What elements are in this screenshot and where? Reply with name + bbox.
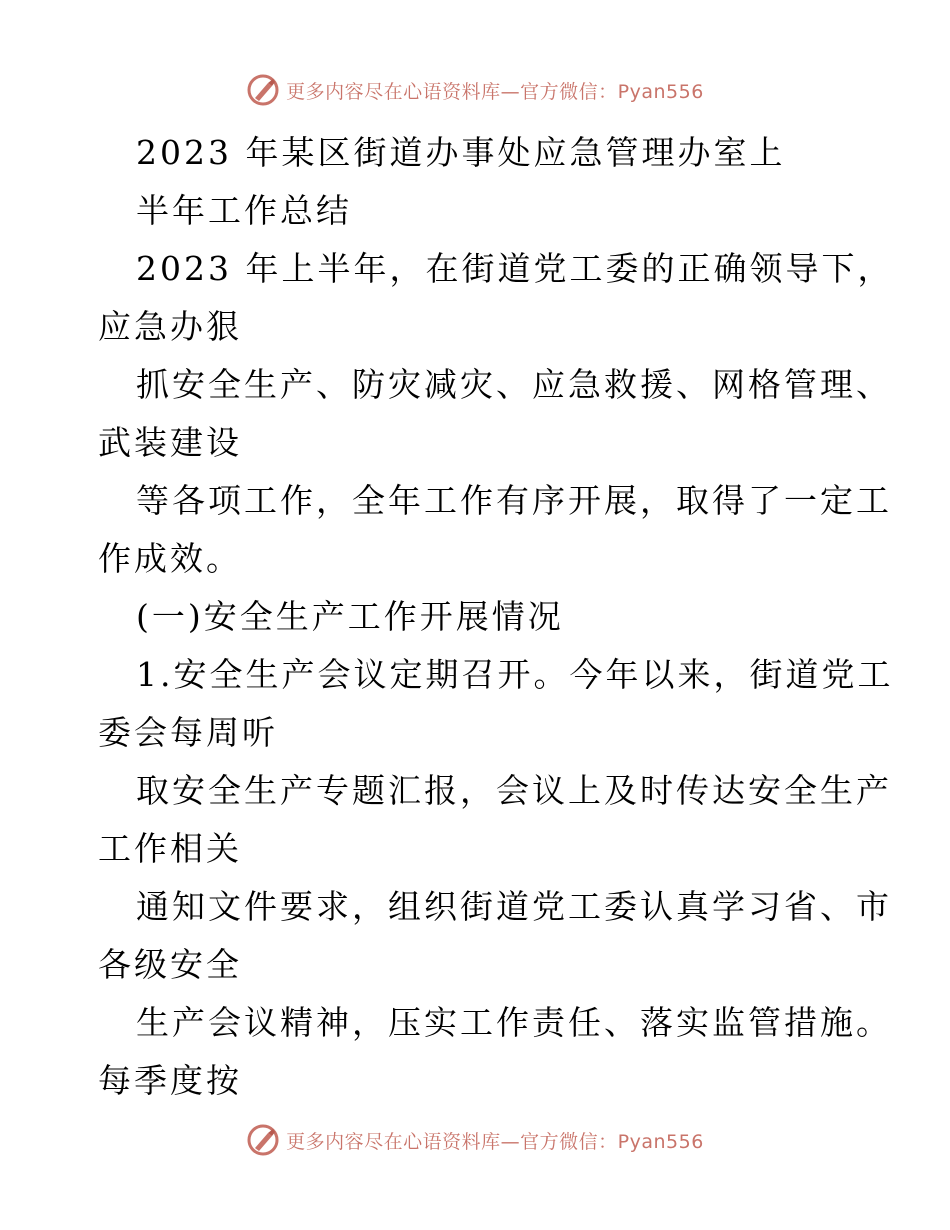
watermark-text: 更多内容尽在心语资料库—官方微信：Pyan556 xyxy=(286,1130,704,1153)
header-watermark xyxy=(0,70,950,110)
paragraph-line: 工作相关 xyxy=(98,829,242,868)
paragraph-line: 应急办狠 xyxy=(98,307,242,346)
pen-logo-icon xyxy=(246,73,280,107)
paragraph-line: 作成效。 xyxy=(98,539,242,578)
paragraph-line: 2023 年上半年，在街道党工委的正确领导下， xyxy=(136,249,894,288)
paragraph-line: 委会每周听 xyxy=(98,713,278,752)
pen-logo-icon xyxy=(246,1123,280,1157)
paragraph-line: 通知文件要求，组织街道党工委认真学习省、市 xyxy=(136,887,892,926)
paragraph-line: 等各项工作，全年工作有序开展，取得了一定工 xyxy=(136,481,892,520)
paragraph-line: 各级安全 xyxy=(98,945,242,984)
document-body xyxy=(98,124,894,1110)
paragraph-line: 1.安全生产会议定期召开。今年以来，街道党工 xyxy=(136,655,894,694)
watermark-text: 更多内容尽在心语资料库—官方微信：Pyan556 xyxy=(286,80,704,103)
paragraph-line: 每季度按 xyxy=(98,1061,242,1100)
paragraph-line: 生产会议精神，压实工作责任、落实监管措施。 xyxy=(136,1003,892,1042)
footer-watermark xyxy=(0,1120,950,1160)
title-line-1: 2023 年某区街道办事处应急管理办室上 xyxy=(136,133,786,172)
section-heading: (一)安全生产工作开展情况 xyxy=(136,597,564,636)
paragraph-line: 抓安全生产、防灾减灾、应急救援、网格管理、 xyxy=(136,365,892,404)
paragraph-line: 武装建设 xyxy=(98,423,242,462)
title-line-2: 半年工作总结 xyxy=(136,191,352,230)
paragraph-line: 取安全生产专题汇报，会议上及时传达安全生产 xyxy=(136,771,892,810)
